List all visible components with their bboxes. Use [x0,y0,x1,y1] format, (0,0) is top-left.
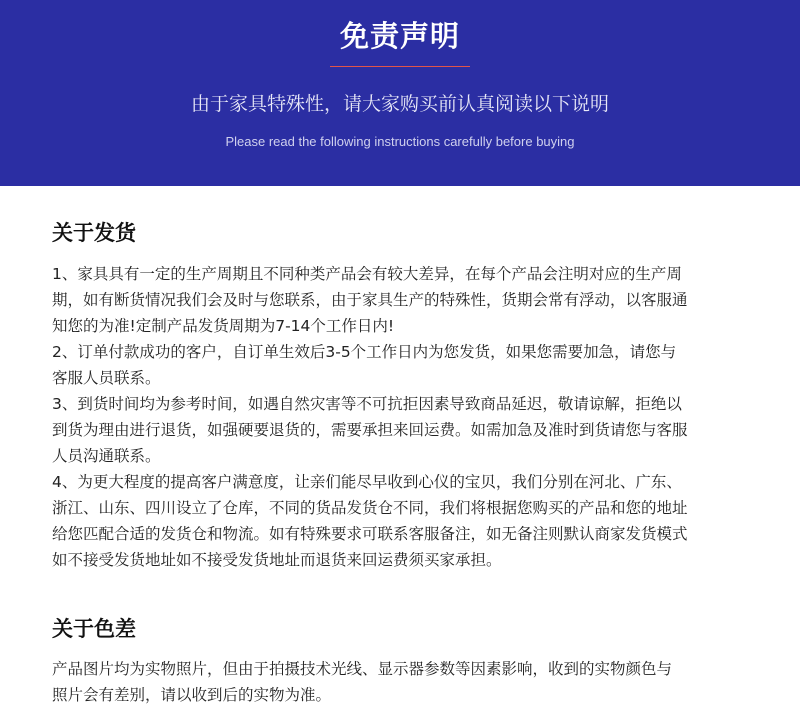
shipping-paragraph: 4、为更大程度的提高客户满意度，让亲们能尽早收到心仪的宝贝，我们分别在河北、广东、 浙江、山东、四川设立了仓库，不同的货品发货仓不同，我们将根据您购买的产品和您的地址 给您匹配合适的发货仓和物流。如有特殊要求可联系客服备注，如无备注则默认商家发货模式 如不接受发货地址如不接受发货地址而退货来回运费须买家承担。 [52,473,688,569]
disclaimer-content [0,186,800,708]
color-difference-paragraphs [52,656,754,708]
shipping-paragraph: 3、到货时间均为参考时间，如遇自然灾害等不可抗拒因素导致商品延迟，敬请谅解，拒绝以 到货为理由进行退货，如强硬要退货的，需要承担来回运费。如需加急及准时到货请您与客服 人员沟通联系。 [52,395,688,465]
color-difference-paragraph: 产品图片均为实物照片，但由于拍摄技术光线、显示器参数等因素影响，收到的实物颜色与 照片会有差别，请以收到后的实物为准。 [52,660,673,704]
banner-divider [330,66,470,67]
shipping-section [52,186,754,573]
banner-subtitle: 由于家具特殊性，请大家购买前认真阅读以下说明 [190,93,609,115]
color-difference-section-title: 关于色差 [52,617,136,641]
shipping-paragraph: 1、家具具有一定的生产周期且不同种类产品会有较大差异，在每个产品会注明对应的生产周 期，如有断货情况我们会及时与您联系，由于家具生产的特殊性，货期会常有浮动，以客服通 知您的为准!定制产品发货周期为7-14个工作日内! [52,265,688,335]
color-difference-section [52,573,754,708]
shipping-paragraph: 2、订单付款成功的客户，自订单生效后3-5个工作日内为您发货，如果您需要加急，请您与 客服人员联系。 [52,343,677,387]
banner-english-note: Please read the following instructions carefully before buying [225,134,575,149]
disclaimer-banner [0,0,800,186]
shipping-paragraphs [52,261,754,573]
shipping-section-title: 关于发货 [52,221,136,245]
banner-title: 免责声明 [339,19,460,53]
